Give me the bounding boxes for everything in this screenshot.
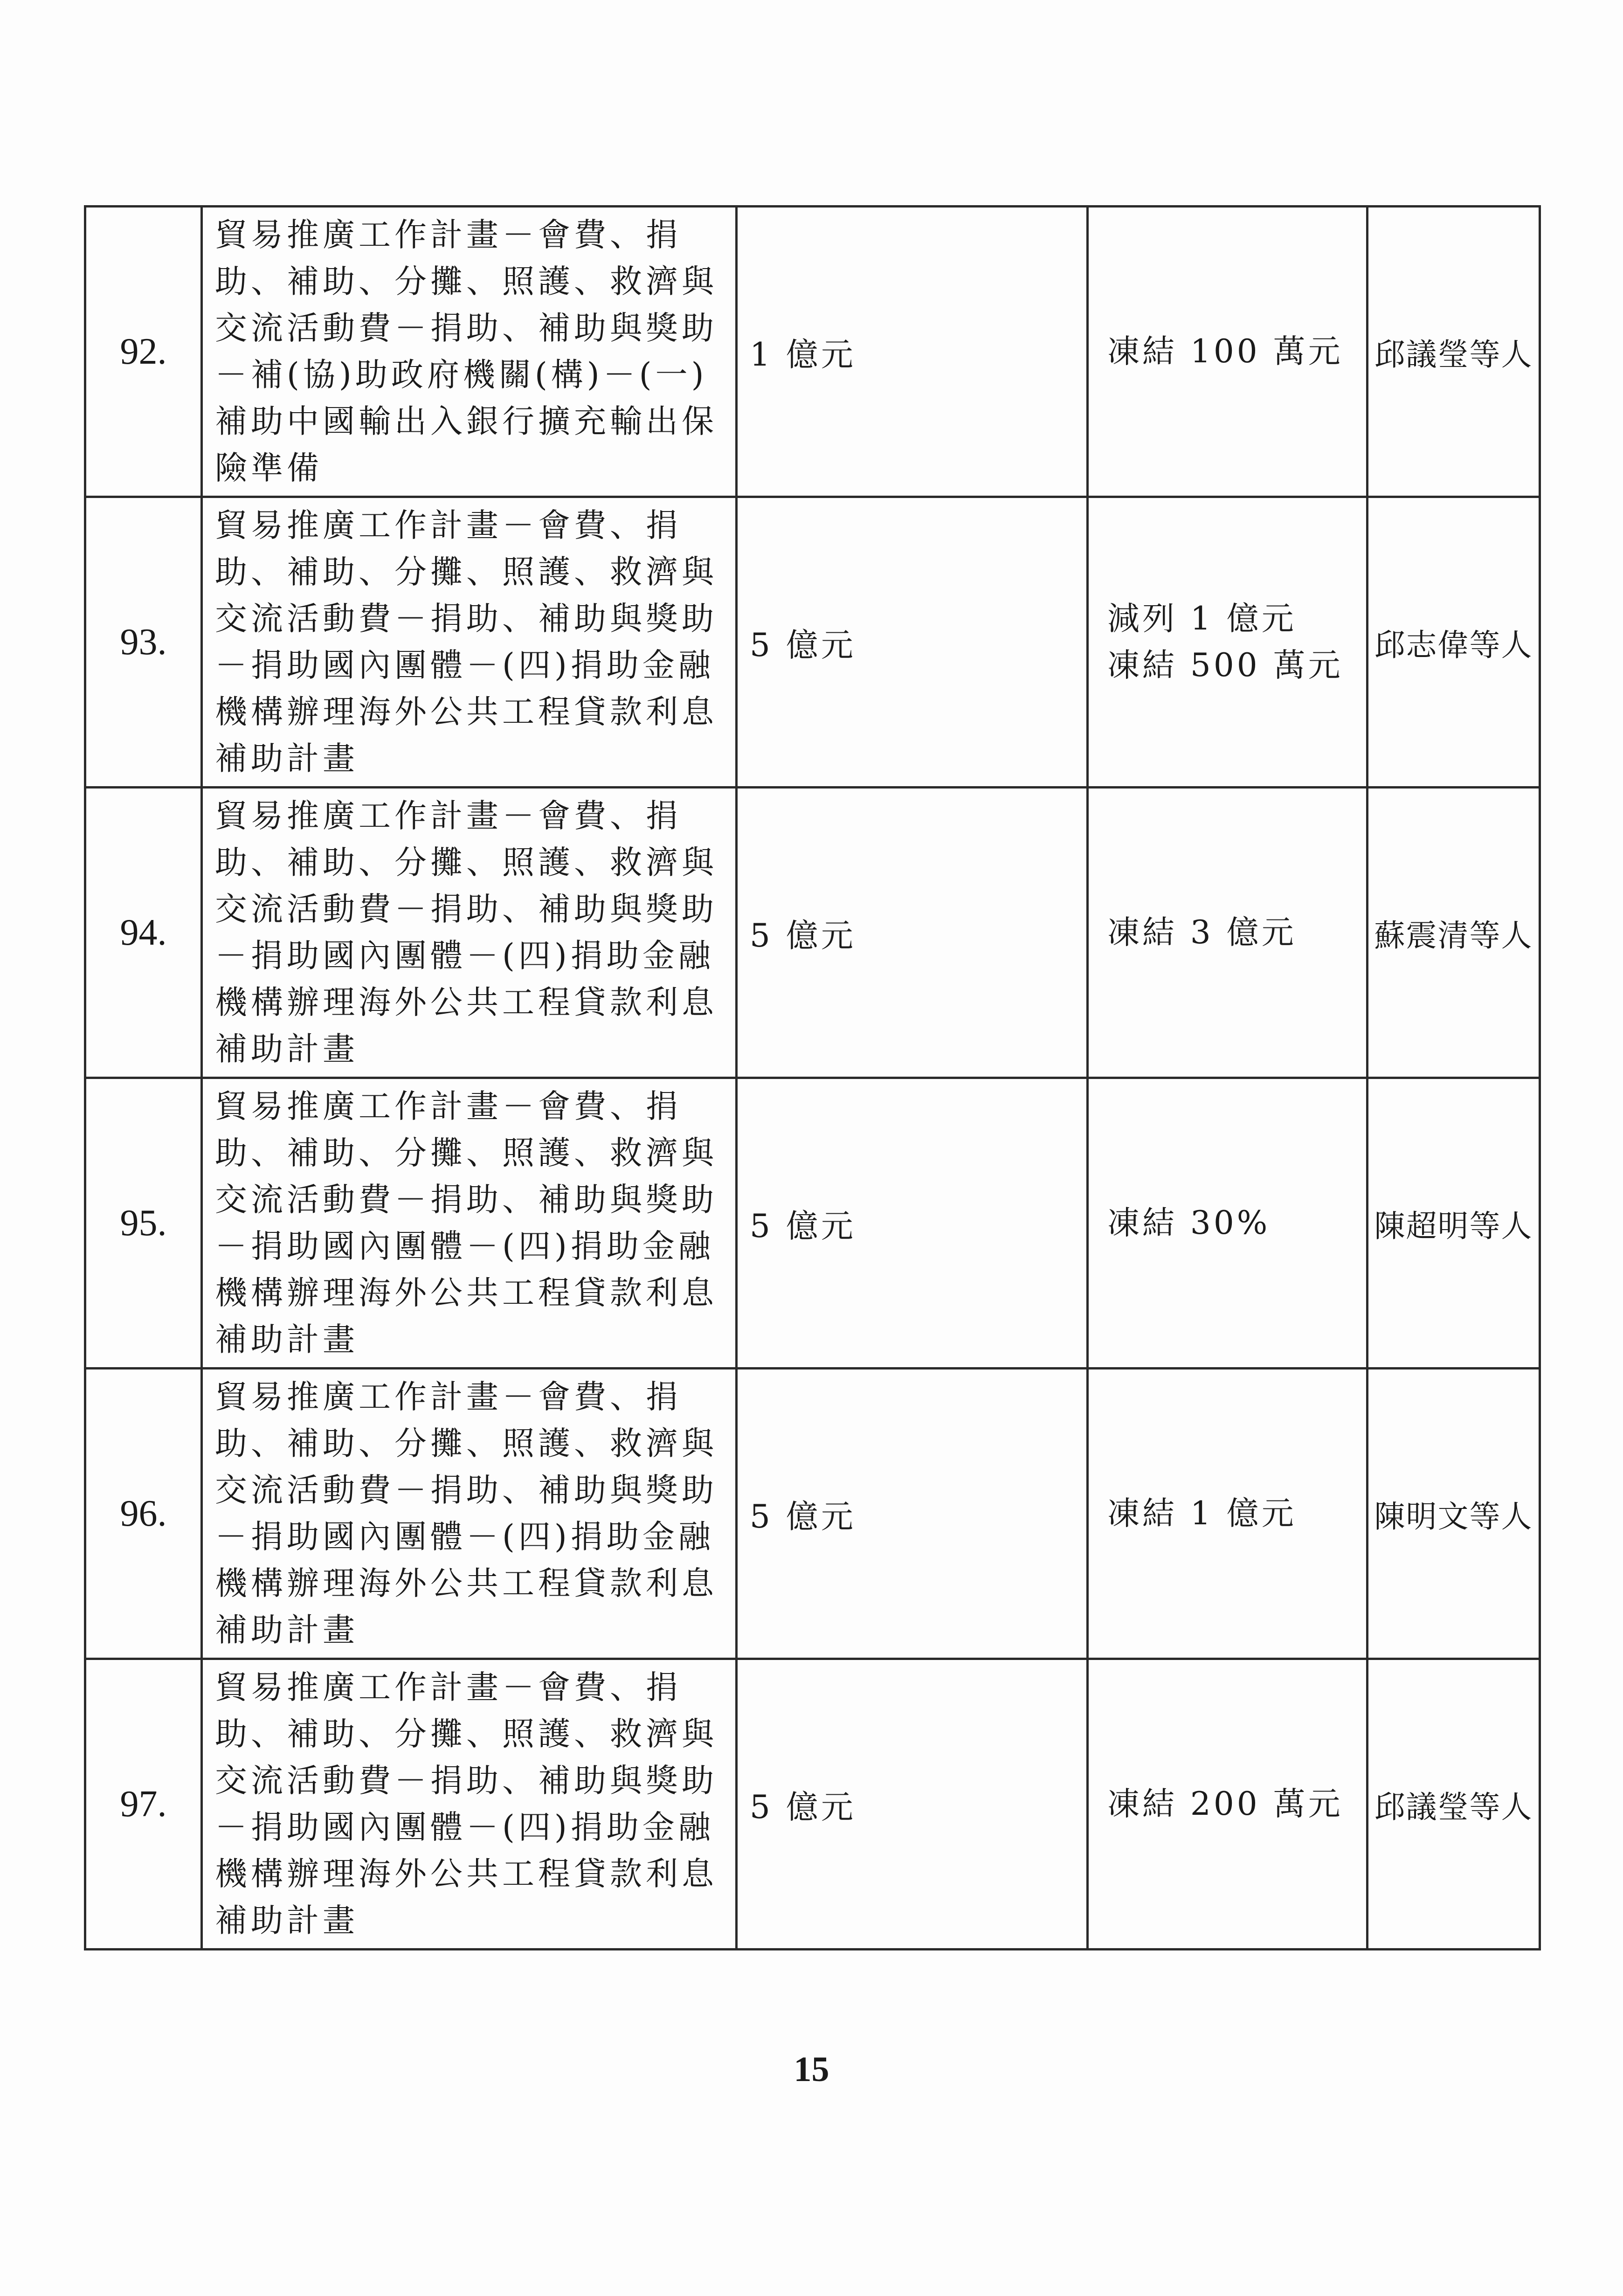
table-row <box>85 1369 1540 1659</box>
budget-item: 貿易推廣工作計畫－會費、捐助、補助、分攤、照護、救濟與交流活動費－捐助、補助與獎助－捐助國內團體－(四)捐助金融機構辦理海外公共工程貸款利息補助計畫 <box>202 788 737 1078</box>
budget-item: 貿易推廣工作計畫－會費、捐助、補助、分攤、照護、救濟與交流活動費－捐助、補助與獎助－捐助國內團體－(四)捐助金融機構辦理海外公共工程貸款利息補助計畫 <box>202 1078 737 1369</box>
row-number: 97. <box>85 1659 202 1950</box>
budget-amount: 5 億元 <box>737 497 1088 788</box>
proposer: 蘇震清等人 <box>1367 788 1540 1078</box>
proposed-action <box>1088 788 1367 1078</box>
action-line: 凍結 30% <box>1107 1204 1271 1242</box>
budget-table <box>84 205 1541 1950</box>
row-number: 93. <box>85 497 202 788</box>
page-number: 15 <box>794 2050 829 2089</box>
proposed-action <box>1088 1078 1367 1369</box>
proposer: 陳超明等人 <box>1367 1078 1540 1369</box>
action-line: 凍結 200 萬元 <box>1107 1785 1343 1823</box>
row-number: 94. <box>85 788 202 1078</box>
table-row <box>85 497 1540 788</box>
row-number: 95. <box>85 1078 202 1369</box>
row-number: 92. <box>85 207 202 497</box>
table-row <box>85 207 1540 497</box>
budget-amount: 5 億元 <box>737 1078 1088 1369</box>
table-row <box>85 788 1540 1078</box>
action-line: 減列 1 億元 <box>1107 600 1297 637</box>
proposer: 邱議瑩等人 <box>1367 207 1540 497</box>
budget-amount: 1 億元 <box>737 207 1088 497</box>
budget-item: 貿易推廣工作計畫－會費、捐助、補助、分攤、照護、救濟與交流活動費－捐助、補助與獎助－捐助國內團體－(四)捐助金融機構辦理海外公共工程貸款利息補助計畫 <box>202 1369 737 1659</box>
proposed-action <box>1088 1659 1367 1950</box>
row-number: 96. <box>85 1369 202 1659</box>
budget-amount: 5 億元 <box>737 788 1088 1078</box>
proposed-action <box>1088 497 1367 788</box>
budget-item: 貿易推廣工作計畫－會費、捐助、補助、分攤、照護、救濟與交流活動費－捐助、補助與獎助－補(協)助政府機關(構)－(一)補助中國輸出入銀行擴充輸出保險準備 <box>202 207 737 497</box>
proposer: 陳明文等人 <box>1367 1369 1540 1659</box>
action-line: 凍結 3 億元 <box>1107 914 1297 951</box>
proposed-action <box>1088 207 1367 497</box>
proposed-action <box>1088 1369 1367 1659</box>
action-line: 凍結 500 萬元 <box>1107 647 1343 684</box>
budget-item: 貿易推廣工作計畫－會費、捐助、補助、分攤、照護、救濟與交流活動費－捐助、補助與獎助－捐助國內團體－(四)捐助金融機構辦理海外公共工程貸款利息補助計畫 <box>202 1659 737 1950</box>
proposer: 邱志偉等人 <box>1367 497 1540 788</box>
budget-item: 貿易推廣工作計畫－會費、捐助、補助、分攤、照護、救濟與交流活動費－捐助、補助與獎助－捐助國內團體－(四)捐助金融機構辦理海外公共工程貸款利息補助計畫 <box>202 497 737 788</box>
action-line: 凍結 1 億元 <box>1107 1495 1297 1532</box>
budget-amount: 5 億元 <box>737 1369 1088 1659</box>
table-row <box>85 1078 1540 1369</box>
action-line: 凍結 100 萬元 <box>1107 333 1343 370</box>
table-row <box>85 1659 1540 1950</box>
proposer: 邱議瑩等人 <box>1367 1659 1540 1950</box>
budget-amount: 5 億元 <box>737 1659 1088 1950</box>
